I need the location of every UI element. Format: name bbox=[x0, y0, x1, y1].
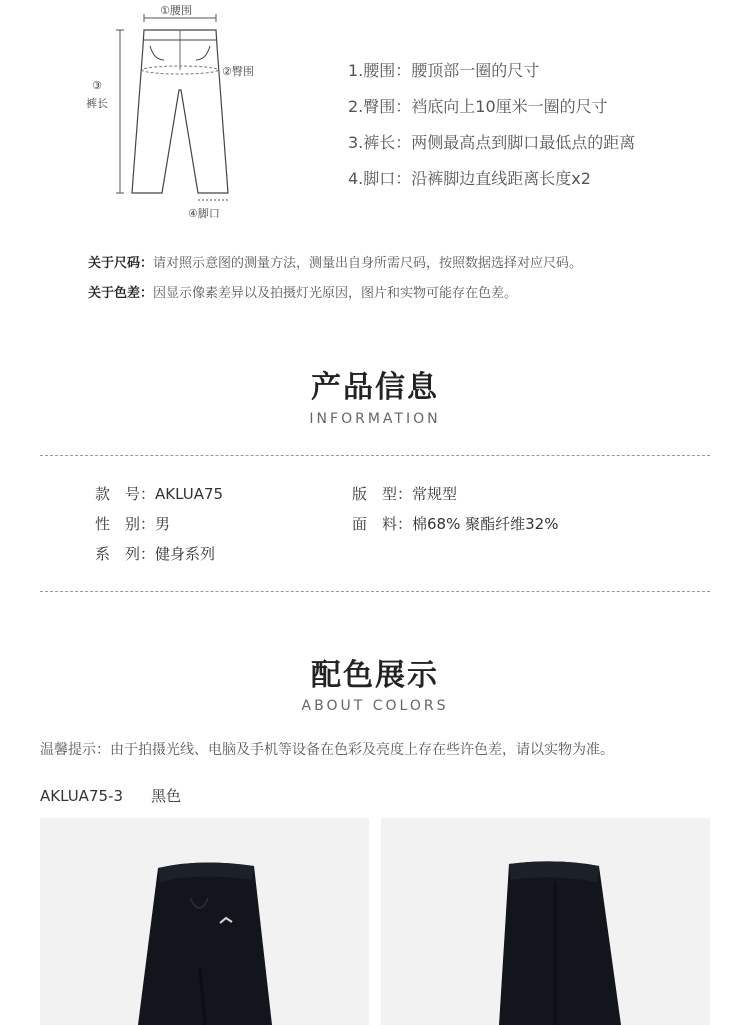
measure-cuff: 4.脚口：沿裤脚边直线距离长度x2 bbox=[348, 169, 591, 188]
color-variant bbox=[40, 785, 181, 806]
size-note-label: 关于尺码： bbox=[88, 256, 154, 271]
model-key: 款 号： bbox=[95, 485, 156, 503]
series-row bbox=[95, 543, 215, 564]
colors-subtitle: ABOUT COLORS bbox=[301, 698, 449, 714]
measure-waist: 1.腰围：腰顶部一圈的尺寸 bbox=[348, 61, 540, 80]
product-info-title: 产品信息 bbox=[311, 370, 439, 405]
pants-front-image bbox=[40, 818, 369, 1025]
series-value: 健身系列 bbox=[155, 545, 216, 563]
measure-length: 3.裤长：两侧最高点到脚口最低点的距离 bbox=[348, 133, 636, 152]
material-value: 棉68% 聚酯纤维32% bbox=[412, 515, 559, 533]
divider-bottom bbox=[40, 591, 710, 592]
fit-value: 常规型 bbox=[412, 485, 458, 503]
divider-top bbox=[40, 455, 710, 456]
gender-row bbox=[95, 513, 170, 534]
size-note-text: 请对照示意图的测量方法，测量出自身所需尺码，按照数据选择对应尺码。 bbox=[153, 256, 583, 271]
variant-color: 黑色 bbox=[151, 787, 182, 805]
fit-key: 版 型： bbox=[352, 485, 413, 503]
model-row bbox=[95, 483, 223, 504]
gender-value: 男 bbox=[155, 515, 171, 533]
color-tip: 温馨提示：由于拍摄光线、电脑及手机等设备在色彩及亮度上存在些许色差，请以实物为准。 bbox=[40, 742, 614, 758]
colors-title: 配色展示 bbox=[311, 658, 439, 693]
color-note-text: 因显示像素差异以及拍摄灯光原因，图片和实物可能存在色差。 bbox=[153, 286, 518, 301]
material-row bbox=[352, 513, 558, 534]
material-key: 面 料： bbox=[352, 515, 413, 533]
color-note bbox=[88, 282, 517, 301]
model-value: AKLUA75 bbox=[155, 485, 224, 503]
product-photo-back[interactable] bbox=[381, 818, 710, 1025]
cuff-label: ④脚口 bbox=[188, 207, 220, 220]
pants-diagram-icon bbox=[80, 0, 280, 225]
product-photo-front[interactable] bbox=[40, 818, 369, 1025]
product-info-subtitle: INFORMATION bbox=[309, 411, 441, 427]
length-label: 裤长 bbox=[86, 97, 108, 110]
gender-key: 性 别： bbox=[95, 515, 156, 533]
color-note-label: 关于色差： bbox=[88, 286, 154, 301]
series-key: 系 列： bbox=[95, 545, 156, 563]
variant-sku: AKLUA75-3 bbox=[40, 787, 123, 805]
size-diagram bbox=[80, 0, 280, 225]
size-note bbox=[88, 252, 582, 271]
waist-label: ①腰围 bbox=[160, 4, 192, 17]
fit-row bbox=[352, 483, 457, 504]
length-number-label: ③ bbox=[92, 79, 102, 92]
measure-hip: 2.臀围：裆底向上10厘米一圈的尺寸 bbox=[348, 97, 608, 116]
pants-back-image bbox=[381, 818, 710, 1025]
hip-label: ②臀围 bbox=[222, 65, 254, 78]
